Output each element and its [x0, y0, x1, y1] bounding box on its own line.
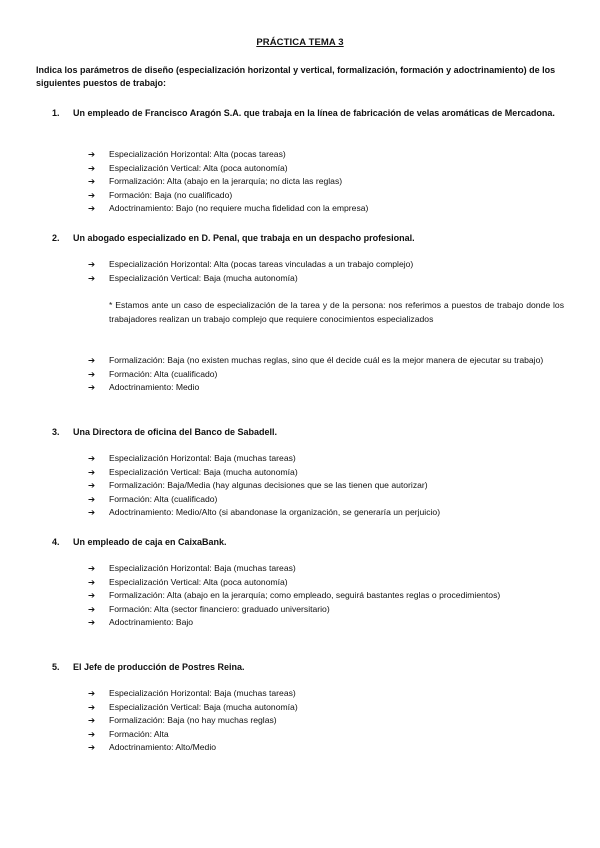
bullet-list-3 — [88, 452, 564, 520]
item-text: Especialización Horizontal: Alta (pocas tareas) — [109, 149, 286, 159]
arrow-icon: ➔ — [88, 688, 96, 698]
arrow-icon: ➔ — [88, 162, 96, 173]
list-item — [88, 493, 564, 507]
question-number: 5. — [52, 662, 60, 672]
arrow-icon: ➔ — [88, 480, 96, 491]
item-text: Formalización: Baja (no existen muchas reglas, sino que él decide cuál es la mejor manera de ejecutar su trabajo) — [109, 355, 544, 365]
item-text: Formalización: Baja/Media (hay algunas decisiones que se las tienen que autorizar) — [109, 480, 428, 491]
list-item — [88, 202, 564, 216]
arrow-icon: ➔ — [88, 590, 96, 601]
question-text: Un abogado especializado en D. Penal, que trabaja en un despacho profesional. — [73, 233, 415, 243]
question-4 — [52, 535, 564, 549]
question-number: 3. — [52, 427, 60, 437]
list-item — [88, 354, 564, 368]
list-item — [88, 741, 564, 755]
arrow-icon: ➔ — [88, 382, 96, 393]
question-number: 1. — [52, 108, 60, 118]
arrow-icon: ➔ — [88, 203, 96, 214]
arrow-icon: ➔ — [88, 272, 96, 283]
list-item — [88, 381, 564, 395]
arrow-icon: ➔ — [88, 355, 96, 365]
arrow-icon: ➔ — [88, 603, 96, 614]
item-text: Especialización Vertical: Alta (poca autonomía) — [109, 576, 288, 587]
question-text: Un empleado de caja en CaixaBank. — [73, 537, 227, 547]
bullet-list-1 — [88, 148, 564, 216]
arrow-icon: ➔ — [88, 149, 96, 159]
list-item — [88, 148, 564, 162]
arrow-icon: ➔ — [88, 189, 96, 200]
arrow-icon: ➔ — [88, 701, 96, 712]
question-3 — [52, 425, 564, 439]
list-item — [88, 616, 564, 630]
arrow-icon: ➔ — [88, 576, 96, 587]
list-item — [88, 272, 564, 286]
list-item — [88, 714, 564, 728]
arrow-icon: ➔ — [88, 466, 96, 477]
list-item — [88, 589, 564, 603]
item-text: Especialización Vertical: Alta (poca autonomía) — [109, 162, 288, 173]
item-text: Formación: Alta (cualificado) — [109, 493, 218, 504]
list-item — [88, 562, 564, 576]
question-5 — [52, 660, 564, 674]
question-number: 4. — [52, 537, 60, 547]
item-text: Especialización Vertical: Baja (mucha autonomía) — [109, 701, 298, 712]
arrow-icon: ➔ — [88, 176, 96, 187]
list-item — [88, 728, 564, 742]
question-text: El Jefe de producción de Postres Reina. — [73, 662, 245, 672]
bullet-list-2b — [88, 354, 564, 395]
item-text: Formación: Alta — [109, 728, 169, 739]
list-item — [88, 258, 564, 272]
list-item — [88, 452, 564, 466]
item-text: Formación: Alta (cualificado) — [109, 368, 218, 379]
item-text: Formalización: Alta (abajo en la jerarquía; como empleado, seguirá bastantes reglas o procedimientos) — [109, 590, 501, 601]
item-text: Formalización: Baja (no hay muchas reglas) — [109, 715, 277, 726]
item-text: Especialización Vertical: Baja (mucha autonomía) — [109, 466, 298, 477]
item-text: Especialización Horizontal: Alta (pocas tareas vinculadas a un trabajo complejo) — [109, 259, 414, 269]
item-text: Adoctrinamiento: Medio/Alto (si abandonase la organización, se generaría un perjuicio) — [109, 507, 441, 518]
list-item — [88, 701, 564, 715]
item-text: Especialización Horizontal: Baja (muchas tareas) — [109, 563, 296, 573]
arrow-icon: ➔ — [88, 728, 96, 739]
item-text: Formalización: Alta (abajo en la jerarquía; no dicta las reglas) — [109, 176, 343, 187]
arrow-icon: ➔ — [88, 493, 96, 504]
list-item — [88, 175, 564, 189]
arrow-icon: ➔ — [88, 715, 96, 726]
arrow-icon: ➔ — [88, 563, 96, 573]
list-item — [88, 162, 564, 176]
item-text: Adoctrinamiento: Bajo — [109, 617, 194, 628]
list-item — [88, 466, 564, 480]
item-text: Formación: Baja (no cualificado) — [109, 189, 233, 200]
question-text: Una Directora de oficina del Banco de Sabadell. — [73, 427, 278, 437]
note-paragraph: * Estamos ante un caso de especialización de la tarea y de la persona: nos referimos a puestos de trabajo donde los trabajadores realizan un trabajo complejo que requiere conocimientos especializados — [109, 300, 564, 324]
intro-paragraph: Indica los parámetros de diseño (especialización horizontal y vertical, formalización, formación y adoctrinamiento) de los siguientes puestos de trabajo: — [36, 65, 556, 88]
question-number: 2. — [52, 233, 60, 243]
question-1 — [52, 106, 564, 120]
arrow-icon: ➔ — [88, 742, 96, 753]
list-item — [88, 189, 564, 203]
item-text: Especialización Horizontal: Baja (muchas tareas) — [109, 688, 296, 698]
arrow-icon: ➔ — [88, 453, 96, 463]
list-item — [88, 603, 564, 617]
item-text: Especialización Horizontal: Baja (muchas tareas) — [109, 453, 296, 463]
list-item — [88, 687, 564, 701]
arrow-icon: ➔ — [88, 259, 96, 269]
question-2 — [52, 231, 564, 245]
arrow-icon: ➔ — [88, 368, 96, 379]
item-text: Adoctrinamiento: Alto/Medio — [109, 742, 217, 753]
item-text: Adoctrinamiento: Medio — [109, 382, 200, 393]
arrow-icon: ➔ — [88, 507, 96, 518]
list-item — [88, 368, 564, 382]
list-item — [88, 506, 564, 520]
item-text: Adoctrinamiento: Bajo (no requiere mucha fidelidad con la empresa) — [109, 203, 369, 214]
list-item — [88, 576, 564, 590]
page-title: PRÁCTICA TEMA 3 — [256, 37, 344, 48]
bullet-list-2a — [88, 258, 564, 285]
question-text: Un empleado de Francisco Aragón S.A. que trabaja en la línea de fabricación de velas aromáticas de Mercadona. — [73, 108, 555, 118]
item-text: Especialización Vertical: Baja (mucha autonomía) — [109, 272, 298, 283]
list-item — [88, 479, 564, 493]
bullet-list-5 — [88, 687, 564, 755]
bullet-list-4 — [88, 562, 564, 630]
arrow-icon: ➔ — [88, 617, 96, 628]
item-text: Formación: Alta (sector financiero: graduado universitario) — [109, 603, 330, 614]
